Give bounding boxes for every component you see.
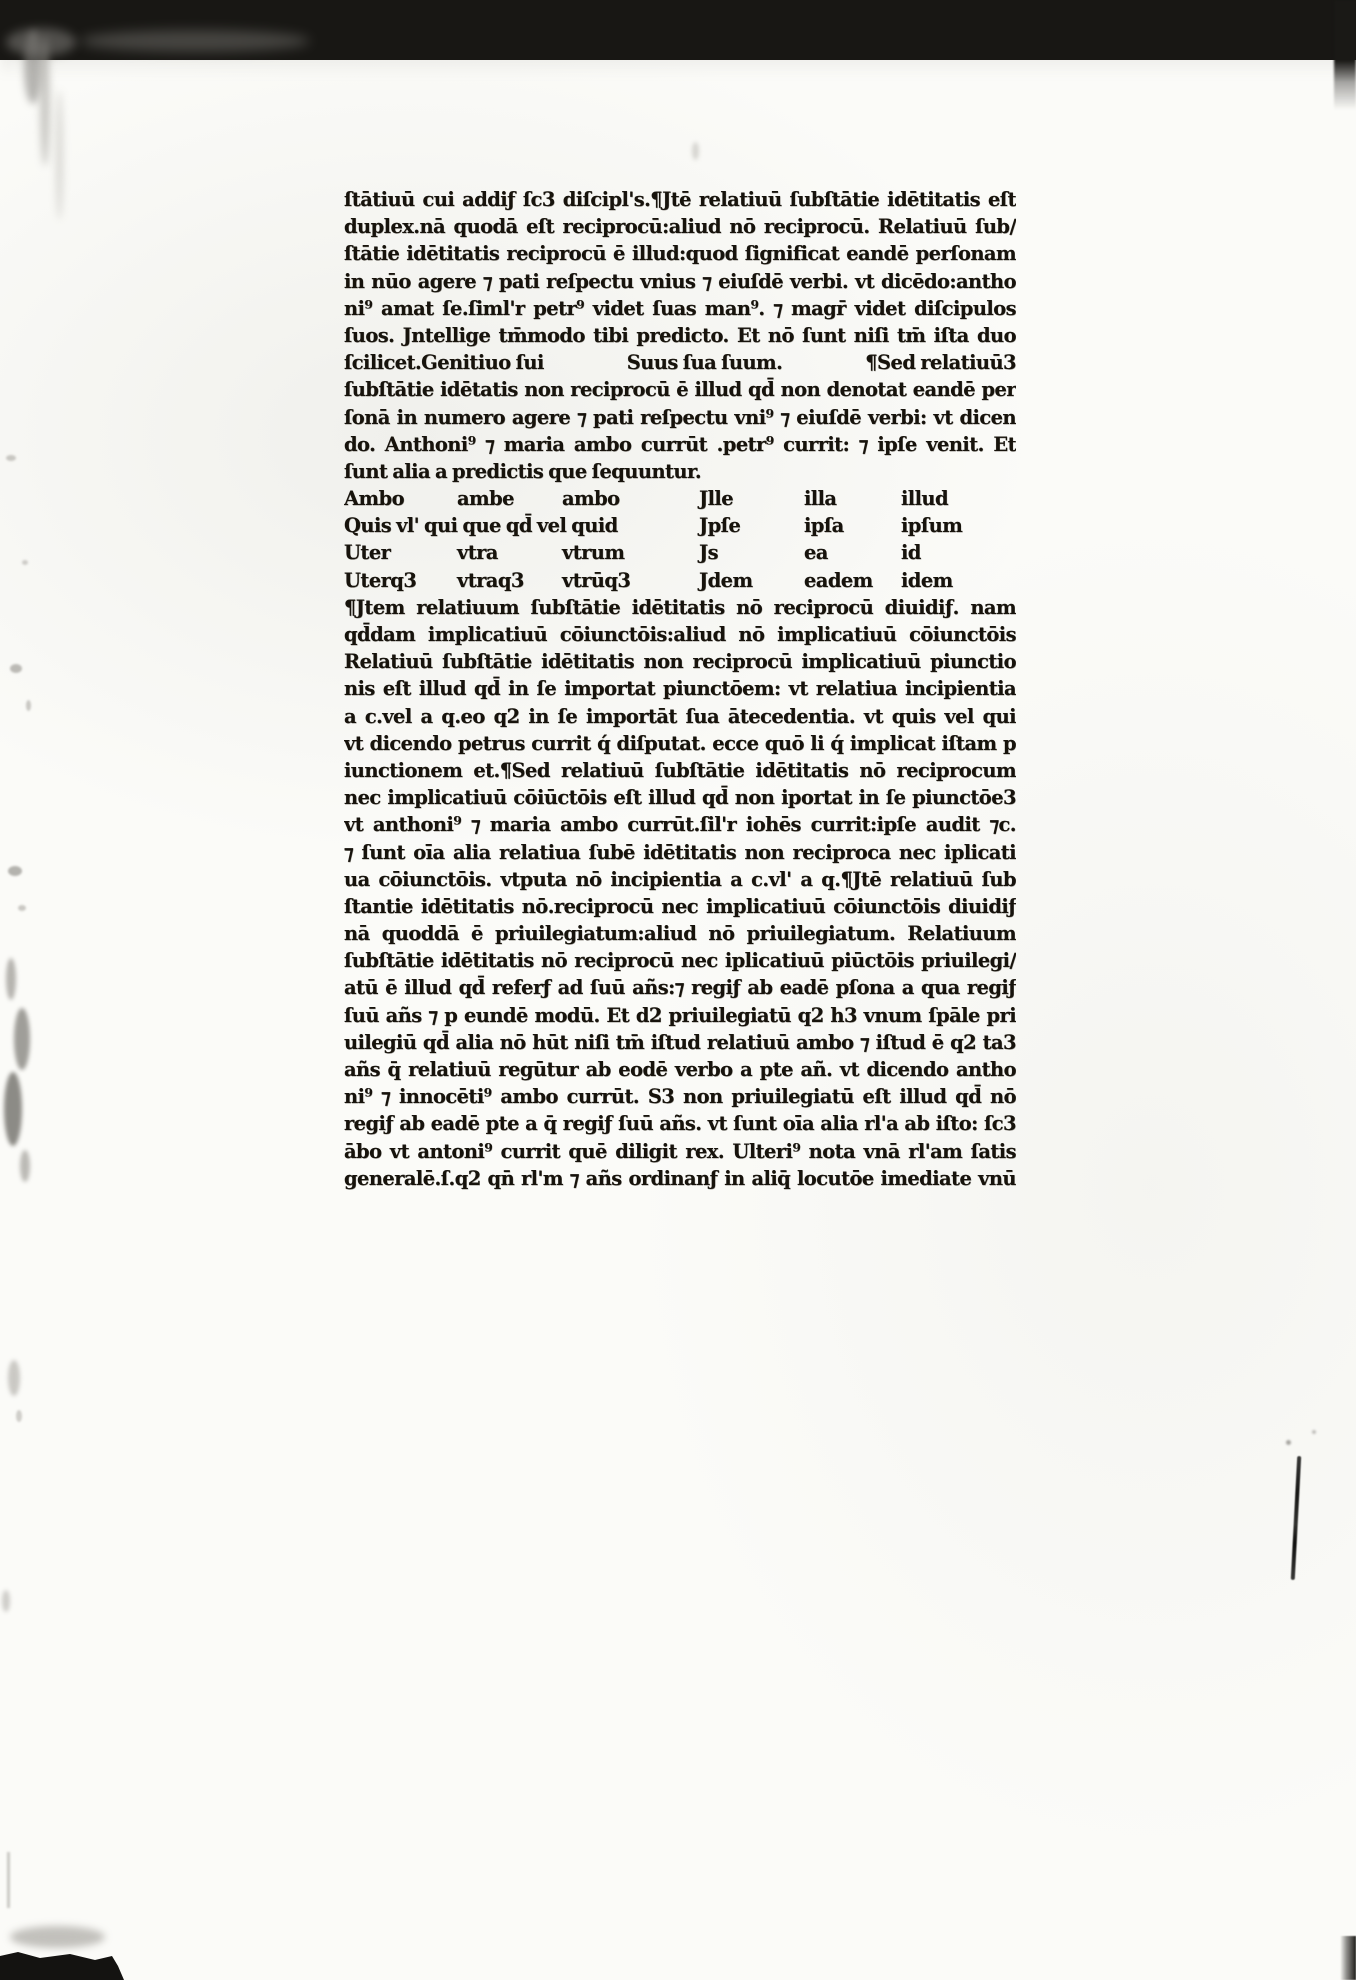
text-line: ſubſtātie idētatis non reciprocū ē illud qd̄ non denotat eandē per (344, 378, 1016, 402)
text-line: nec implicatiuū cōiūctōis eſt illud qd̄ non iportat in ſe piunctōe3 (344, 786, 1016, 810)
paragraph-top (344, 186, 1016, 349)
table-cell: Uter (344, 541, 391, 565)
text-line: ⁊ ſunt oīa alia relatiua ſubē idētitatis non reciproca nec iplicati (344, 840, 1016, 864)
scan-speckle (7, 1852, 10, 1908)
table-cell: eadem (804, 568, 873, 592)
text-line: ſtantie idētitatis nō.reciprocū nec implicatiuū cōiunctōis diuidiƒ (344, 894, 1016, 918)
scan-speckle (10, 664, 22, 673)
scan-speckle (8, 866, 22, 876)
declension-line (344, 349, 1016, 376)
table-cell: vtrūq3 (562, 568, 631, 592)
scan-artifact-bottom-left (0, 1946, 130, 1980)
text-line: ſonā in numero agere ⁊ pati reſpectu vni⁹ ⁊ eiuſdē verbi: vt dicen (344, 405, 1016, 429)
table-cell: vtrum (562, 541, 625, 565)
scan-speckle (20, 1150, 30, 1182)
pronoun-table (344, 485, 1016, 594)
text-line: Relatiuū ſubſtātie idētitatis non reciprocū implicatiuū piunctio (344, 650, 1016, 674)
table-cell: ipſa (804, 514, 844, 538)
short-line: ſunt alia a predictis que ſequuntur. (344, 459, 702, 483)
table-cell: ambo (562, 487, 620, 511)
paragraph-mid (344, 376, 1016, 458)
ink-squiggle-mark (1291, 1456, 1301, 1580)
text-line: ¶Jtem relatiuum ſubſtātie idētitatis nō reciprocū diuidiƒ. nam (344, 595, 1016, 619)
text-line: ni⁹ ⁊ innocēti⁹ ambo currūt. S3 non priuilegiatū eſt illud qd̄ nō (344, 1085, 1016, 1109)
table-cell: Uterq3 (344, 568, 417, 592)
text-line: vt anthoni⁹ ⁊ maria ambo currūt.ſil'r iohēs currit:ipſe audit ⁊c. (344, 813, 1016, 837)
text-line: do. Anthoni⁹ ⁊ maria ambo currūt .petr⁹ currit: ⁊ ipſe venit. Et (344, 432, 1016, 456)
scan-smudge (10, 1926, 105, 1948)
text-line: qd̄dam implicatiuū cōiunctōis:aliud nō implicatiuū cōiunctōis (344, 623, 1016, 646)
table-cell: Jlle (699, 487, 734, 511)
table-cell: vtra (457, 541, 498, 565)
scan-artifact-top-right-corner (1334, 0, 1356, 110)
table-cell: ipſum (901, 514, 963, 538)
scan-speckle (14, 1008, 30, 1070)
scan-speckle (692, 142, 699, 160)
text-line: duplex.nā quodā eſt reciprocū:aliud nō reciprocū. Relatiuū ſub∕ (344, 215, 1016, 239)
text-block (344, 186, 1016, 1192)
scan-speckle (6, 958, 16, 1000)
scan-smudge (56, 90, 63, 220)
text-line: ſuos. Jntellige tm̄modo tibi predicto. Et nō ſunt niſi tm̄ iſta duo (344, 323, 1016, 347)
text-line: ābo vt antoni⁹ currit quē diligit rex. Ulteri⁹ nota vnā rl'am ſatis (344, 1139, 1016, 1163)
scan-speckle (2, 1590, 10, 1612)
table-row (344, 512, 1016, 539)
scan-speckle (8, 1360, 20, 1396)
text-line: uilegiū qd̄ alia nō hūt niſi tm̄ iſtud relatiuū ambo ⁊ iſtud ē q2 ta3 (344, 1030, 1016, 1054)
text-line: in nūo agere ⁊ pati reſpectu vnius ⁊ eiuſdē verbi. vt dicēdo:antho (344, 269, 1016, 293)
text-line: iunctionem et.¶Sed relatiuū ſubſtātie idētitatis nō reciprocum (344, 758, 1016, 782)
table-cell: Jdem (699, 568, 753, 592)
table-cell: Quis vl' qui que qd̄ vel quid (344, 514, 618, 538)
scan-speckle (4, 1072, 22, 1146)
text-line: añs q̄ relatiuū regūtur ab eodē verbo a pte añ. vt dicendo antho (344, 1058, 1016, 1081)
text-line: a c.vel a q.eo q2 in ſe importāt ſua ātecedentia. vt quis vel qui (344, 704, 1016, 728)
table-cell: idem (901, 568, 953, 592)
table-cell: ea (804, 541, 828, 565)
table-cell: id (901, 541, 921, 565)
declension-left: ſcilicet.Genitiuo ſui (344, 351, 544, 375)
text-line: ſtātiuū cui addiƒ ſc3 diſcipl's.¶Jtē relatiuū ſubſtātie idētitatis eſt (344, 188, 1016, 211)
scan-speckle (26, 700, 31, 711)
text-line: vt dicendo petrus currit q́ diſputat. ecce quō li q́ implicat iſtam p (344, 731, 1016, 755)
table-row (344, 485, 1016, 512)
text-line: ni⁹ amat ſe.ſiml'r petr⁹ videt ſuas man⁹. ⁊ magr̄ videt diſcipulos (344, 296, 1016, 320)
scan-speckle (18, 905, 26, 911)
scan-speckle (1286, 1440, 1291, 1445)
text-line: generalē.ſ.q2 qn̄ rl'm ⁊ añs ordinanƒ in aliq̄ locutōe imediate vnū (344, 1166, 1016, 1190)
table-cell: Jpſe (699, 514, 741, 538)
scan-speckle (1312, 1430, 1316, 1434)
table-cell: vtraq3 (457, 568, 524, 592)
scan-smudge (80, 30, 310, 52)
declension-mid: Suus ſua ſuum. (626, 351, 783, 375)
table-cell: illa (804, 487, 837, 511)
table-cell: Ambo (344, 487, 405, 511)
scan-speckle (22, 560, 28, 565)
text-line: ua cōiunctōis. vtputa nō incipientia a c.vl' a q.¶Jtē relatiuū ſub (344, 867, 1016, 891)
table-cell: ambe (457, 487, 514, 511)
text-line: ſuū añs ⁊ p eundē modū. Et d2 priuilegiatū q2 h3 vnum ſpāle pri (344, 1003, 1016, 1027)
table-row (344, 567, 1016, 594)
text-line: ſtātie idētitatis reciprocū ē illud:quod ſignificat eandē perſonam (344, 242, 1016, 266)
table-cell: illud (901, 487, 949, 511)
scan-speckle (16, 1410, 22, 1422)
table-row (344, 539, 1016, 566)
text-line: nā quoddā ē priuilegiatum:aliud nō priuilegiatum. Relatiuum (344, 922, 1016, 946)
scan-artifact-bottom-right (1340, 1936, 1356, 1980)
paragraph-bottom (344, 594, 1016, 1192)
text-line: atū ē illud qd̄ referƒ ad ſuū añs:⁊ regiƒ ab eadē pſona a qua regiƒ (344, 976, 1016, 1000)
scan-smudge (6, 28, 76, 56)
table-cell: Js (699, 541, 719, 565)
text-line: regiƒ ab eadē pte a q̄ regiƒ ſuū añs. vt ſunt oīa alia rl'a ab iſto: ſc3 (344, 1112, 1016, 1136)
text-line: nis eſt illud qd̄ in ſe importat piunctōem: vt relatiua incipientia (344, 677, 1016, 701)
text-line: ſubſtātie idētitatis nō reciprocū nec iplicatiuū piūctōis priuilegi∕ (344, 949, 1016, 973)
scan-speckle (6, 455, 16, 461)
declension-right: ¶Sed relatiuū3 (865, 351, 1016, 375)
